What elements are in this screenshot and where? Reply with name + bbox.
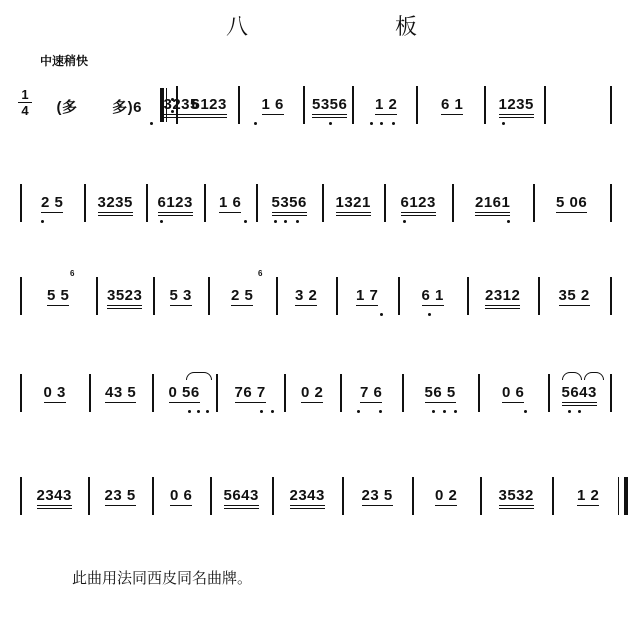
barline: [398, 277, 400, 315]
measure-notes: 6123: [192, 96, 227, 118]
measure-notes: (多: [56, 99, 78, 116]
barline: [152, 374, 154, 412]
measure-notes: 5643: [562, 384, 597, 406]
measure-notes: 1 6: [261, 96, 284, 113]
measure-notes: 1 7: [356, 287, 379, 304]
measure-notes: 0 6: [170, 487, 193, 504]
measure-notes: 56 5: [424, 384, 456, 401]
octave-dot: [197, 410, 200, 413]
measure-notes: 1321: [336, 194, 371, 216]
measure-notes: 7 6: [360, 384, 383, 401]
footnote: 此曲用法同西皮同名曲牌。: [72, 569, 253, 587]
grace-note: 6: [70, 269, 75, 278]
measure-notes: 3235: [164, 96, 199, 118]
barline: [610, 374, 612, 412]
barline: [384, 184, 386, 222]
barline: [153, 277, 155, 315]
octave-dot: [568, 410, 571, 413]
octave-dot: [329, 122, 332, 125]
barline: [276, 277, 278, 315]
barline: [478, 374, 480, 412]
measure-notes: 23 5: [104, 487, 136, 504]
octave-dot: [454, 410, 457, 413]
octave-dot: [260, 410, 263, 413]
measure-notes: 76 7: [234, 384, 266, 401]
measure-notes: 5643: [224, 487, 259, 509]
barline: [552, 477, 554, 515]
barline: [548, 374, 550, 412]
octave-dot: [206, 410, 209, 413]
slur-arc: [562, 372, 582, 380]
final-thin-barline: [618, 477, 619, 515]
measure-notes: 2 5: [41, 194, 64, 211]
barline: [204, 184, 206, 222]
barline: [610, 277, 612, 315]
octave-dot: [41, 220, 44, 223]
measure-notes: 2312: [485, 287, 520, 309]
barline: [96, 277, 98, 315]
barline: [88, 477, 90, 515]
measure-notes: 23 5: [361, 487, 393, 504]
measure-notes: 2161: [475, 194, 510, 216]
slur-arc: [584, 372, 604, 380]
octave-dot: [403, 220, 406, 223]
measure-notes: 0 6: [502, 384, 525, 401]
score-system-5: [0, 483, 643, 523]
barline: [238, 86, 240, 124]
octave-dot: [578, 410, 581, 413]
octave-dot: [284, 220, 287, 223]
barline: [322, 184, 324, 222]
barline: [216, 374, 218, 412]
octave-dot: [380, 122, 383, 125]
score-system-2: [0, 190, 643, 230]
barline: [480, 477, 482, 515]
barline: [342, 477, 344, 515]
barline: [340, 374, 342, 412]
barline: [256, 184, 258, 222]
barline: [152, 477, 154, 515]
measure-notes: 2343: [290, 487, 325, 509]
barline: [352, 86, 354, 124]
barline: [208, 277, 210, 315]
measure-notes: 3532: [499, 487, 534, 509]
octave-dot: [507, 220, 510, 223]
score-system-4: [0, 380, 643, 420]
score-title: 八 板: [226, 15, 487, 40]
octave-dot: [150, 122, 153, 125]
meter-denominator: 4: [21, 103, 29, 118]
measure-notes: 5356: [312, 96, 347, 118]
octave-dot: [271, 410, 274, 413]
barline: [336, 277, 338, 315]
tempo-marking: 中速稍快: [40, 54, 89, 68]
barline: [610, 184, 612, 222]
octave-dot: [244, 220, 247, 223]
octave-dot: [432, 410, 435, 413]
measure-notes: 0 56: [168, 384, 200, 401]
measure-notes: 3523: [107, 287, 142, 309]
octave-dot: [296, 220, 299, 223]
barline: [303, 86, 305, 124]
measure-notes: 6123: [401, 194, 436, 216]
barline: [416, 86, 418, 124]
score-system-3: [0, 283, 643, 323]
barline: [20, 277, 22, 315]
measure-notes: 35 2: [558, 287, 590, 304]
octave-dot: [428, 313, 431, 316]
octave-dot: [370, 122, 373, 125]
barline: [533, 184, 535, 222]
meter-numerator: 1: [21, 87, 29, 102]
measure-notes: 0 2: [435, 487, 458, 504]
slur-arc: [186, 372, 212, 380]
measure-notes: 43 5: [105, 384, 137, 401]
measure-notes: 1 6: [219, 194, 242, 211]
barline: [538, 277, 540, 315]
measure-notes: 2343: [37, 487, 72, 509]
barline: [452, 184, 454, 222]
octave-dot: [160, 220, 163, 223]
barline: [20, 184, 22, 222]
octave-dot: [357, 410, 360, 413]
measure-notes: 5 5: [47, 287, 70, 304]
octave-dot: [274, 220, 277, 223]
barline: [20, 477, 22, 515]
barline: [544, 86, 546, 124]
measure-notes: 1 2: [375, 96, 398, 113]
octave-dot: [443, 410, 446, 413]
barline: [484, 86, 486, 124]
barline: [402, 374, 404, 412]
score-system-1: [0, 92, 643, 132]
measure-notes: 3235: [98, 194, 133, 216]
measure-notes: 5 3: [169, 287, 192, 304]
grace-note: 6: [258, 269, 263, 278]
octave-dot: [254, 122, 257, 125]
measure-notes: 1235: [499, 96, 534, 118]
barline: [20, 374, 22, 412]
measure-notes: 5 06: [556, 194, 588, 211]
barline: [84, 184, 86, 222]
measure-notes: 多)6: [112, 99, 142, 116]
barline: [210, 477, 212, 515]
octave-dot: [380, 313, 383, 316]
measure-notes: 3 2: [295, 287, 318, 304]
octave-dot: [524, 410, 527, 413]
barline: [284, 374, 286, 412]
octave-dot: [379, 410, 382, 413]
measure-notes: 5356: [272, 194, 307, 216]
barline: [272, 477, 274, 515]
octave-dot: [188, 410, 191, 413]
measure-notes: 2 5: [231, 287, 254, 304]
measure-notes: 6123: [158, 194, 193, 216]
barline: [89, 374, 91, 412]
barline: [412, 477, 414, 515]
measure-notes: 6 1: [441, 96, 464, 113]
barline: [467, 277, 469, 315]
final-thick-barline: [624, 477, 628, 515]
measure-notes: 6 1: [421, 287, 444, 304]
measure-notes: 0 3: [43, 384, 66, 401]
octave-dot: [392, 122, 395, 125]
octave-dot: [502, 122, 505, 125]
barline: [146, 184, 148, 222]
measure-notes: 1 2: [577, 487, 600, 504]
measure-notes: 0 2: [301, 384, 324, 401]
barline: [610, 86, 612, 124]
